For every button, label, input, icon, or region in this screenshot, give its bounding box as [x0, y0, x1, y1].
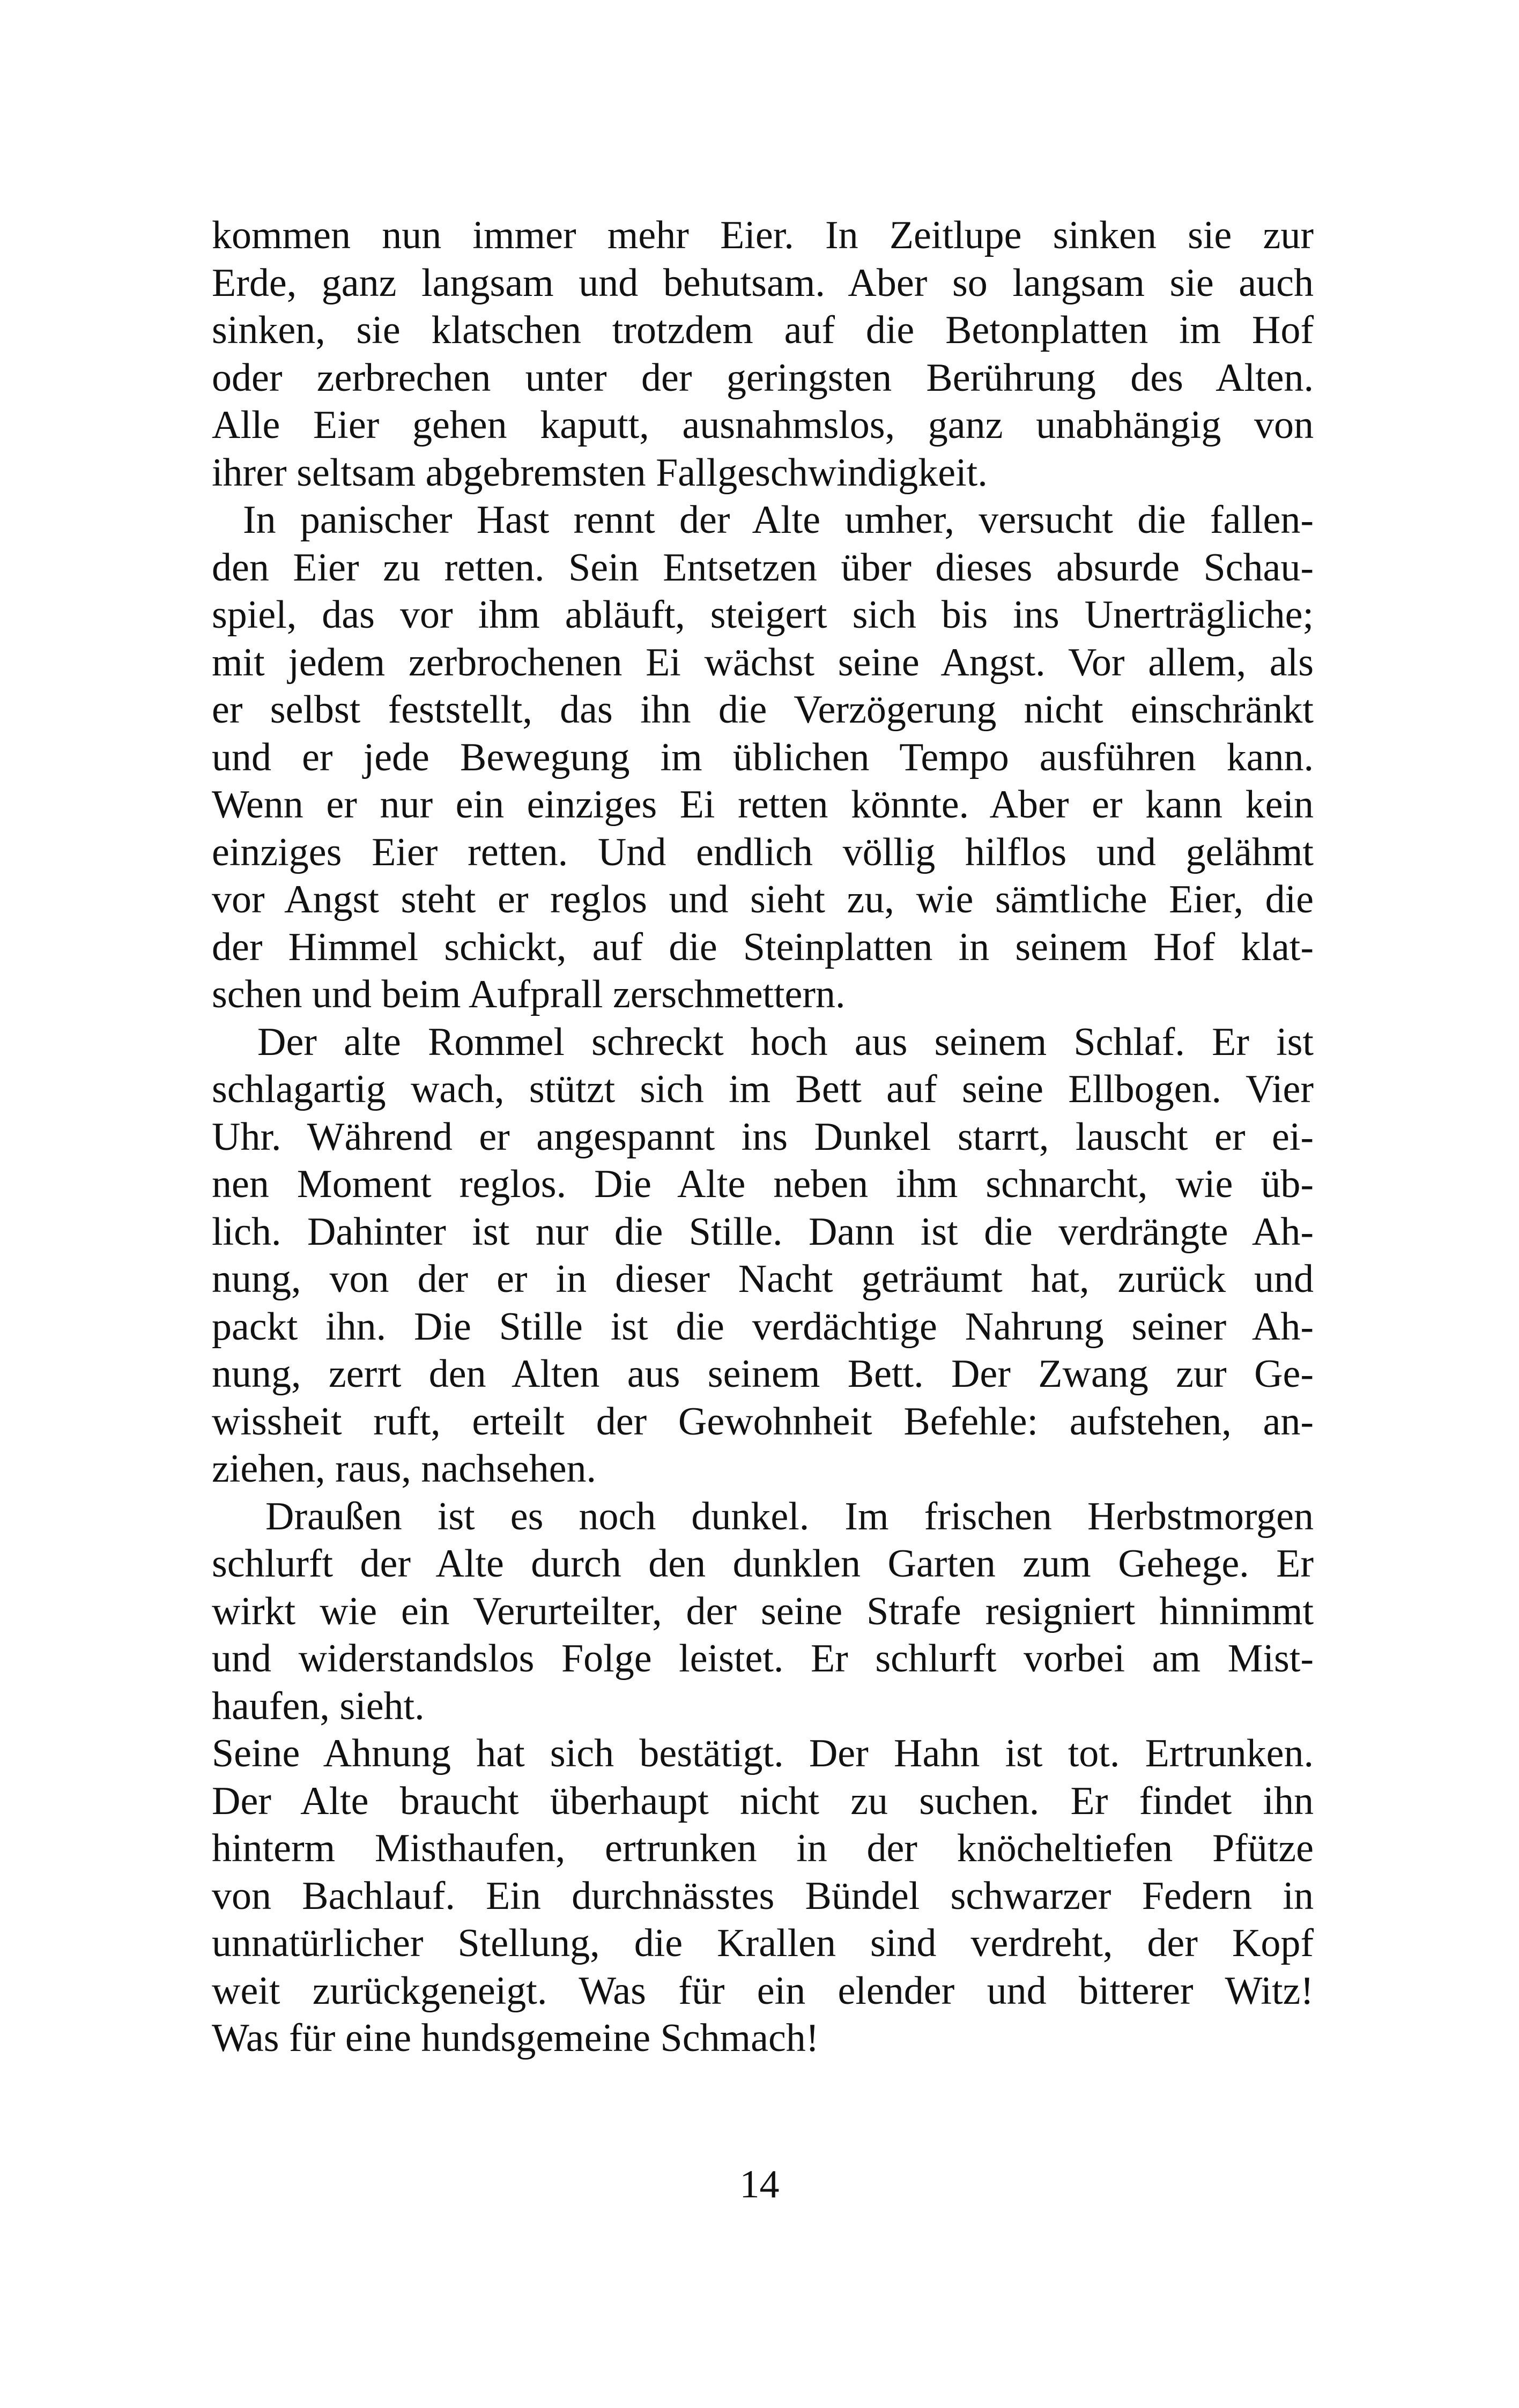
text-line: spiel, das vor ihm abläuft, steigert sich bis ins Unerträgliche; [212, 593, 1314, 637]
text-line: wissheit ruft, erteilt der Gewohnheit Befehle: aufstehen, an- [212, 1399, 1314, 1444]
text-line: ziehen, raus, nachsehen. [212, 1447, 597, 1491]
paragraph [212, 1019, 1314, 1493]
text-line: ihrer seltsam abgebremsten Fallgeschwindigkeit. [212, 450, 988, 495]
text-line: unnatürlicher Stellung, die Krallen sind verdreht, der Kopf [212, 1921, 1314, 1965]
text-line: und er jede Bewegung im üblichen Tempo ausführen kann. [212, 735, 1314, 779]
text-line: sinken, sie klatschen trotzdem auf die Betonplatten im Hof [212, 308, 1314, 352]
text-line: Der alte Rommel schreckt hoch aus seinem Schlaf. Er ist [257, 1020, 1314, 1064]
text-line: mit jedem zerbrochenen Ei wächst seine Angst. Vor allem, als [212, 640, 1314, 685]
paragraph [212, 1730, 1314, 2062]
paragraph [212, 1493, 1314, 1730]
text-line: Draußen ist es noch dunkel. Im frischen Herbstmorgen [265, 1494, 1314, 1539]
text-line: schlagartig wach, stützt sich im Bett auf seine Ellbogen. Vier [212, 1067, 1314, 1111]
text-line: Was für eine hundsgemeine Schmach! [212, 2016, 819, 2060]
text-line: hinterm Misthaufen, ertrunken in der knöcheltiefen Pfütze [212, 1826, 1314, 1870]
text-line: von Bachlauf. Ein durchnässtes Bündel schwarzer Federn in [212, 1874, 1314, 1918]
text-line: und widerstandslos Folge leistet. Er schlurft vorbei am Mist- [212, 1637, 1314, 1681]
text-line: er selbst feststellt, das ihn die Verzögerung nicht einschränkt [212, 688, 1314, 732]
text-line: schlurft der Alte durch den dunklen Garten zum Gehege. Er [212, 1542, 1314, 1586]
text-line: den Eier zu retten. Sein Entsetzen über dieses absurde Schau- [212, 545, 1314, 590]
text-line: vor Angst steht er reglos und sieht zu, wie sämtliche Eier, die [212, 878, 1314, 921]
text-line: wirkt wie ein Verurteilter, der seine Strafe resigniert hinnimmt [212, 1589, 1314, 1633]
text-line: Erde, ganz langsam und behutsam. Aber so langsam sie auch [212, 261, 1314, 305]
text-line: Seine Ahnung hat sich bestätigt. Der Hahn ist tot. Ertrunken. [212, 1731, 1314, 1775]
text-line: Alle Eier gehen kaputt, ausnahmslos, ganz unabhängig von [212, 403, 1314, 447]
page-number: 14 [739, 2162, 780, 2206]
text-line: einziges Eier retten. Und endlich völlig hilflos und gelähmt [212, 830, 1314, 874]
text-line: Uhr. Während er angespannt ins Dunkel starrt, lauscht er ei- [212, 1114, 1314, 1159]
text-line: weit zurückgeneigt. Was für ein elender und bitterer Witz! [212, 1968, 1314, 2013]
text-line: der Himmel schickt, auf die Steinplatten in seinem Hof klat- [212, 925, 1314, 969]
text-line: nen Moment reglos. Die Alte neben ihm schnarcht, wie üb- [212, 1162, 1314, 1206]
text-line: haufen, sieht. [212, 1684, 425, 1728]
text-line: schen und beim Aufprall zerschmettern. [212, 972, 846, 1016]
text-line: oder zerbrechen unter der geringsten Berührung des Alten. [212, 355, 1314, 400]
text-line: lich. Dahinter ist nur die Stille. Dann ist die verdrängte Ah- [212, 1209, 1314, 1254]
text-line: kommen nun immer mehr Eier. In Zeitlupe sinken sie zur [212, 213, 1314, 257]
text-line: In panischer Hast rennt der Alte umher, versucht die fallen- [243, 498, 1314, 542]
page-body [212, 212, 1314, 2062]
text-line: nung, zerrt den Alten aus seinem Bett. Der Zwang zur Ge- [212, 1352, 1314, 1396]
paragraph [212, 212, 1314, 496]
text-line: packt ihn. Die Stille ist die verdächtige Nahrung seiner Ah- [212, 1304, 1314, 1349]
text-line: Wenn er nur ein einziges Ei retten könnte. Aber er kann kein [212, 783, 1314, 827]
text-line: Der Alte braucht überhaupt nicht zu suchen. Er findet ihn [212, 1779, 1314, 1823]
paragraph [212, 496, 1314, 1019]
text-line: nung, von der er in dieser Nacht geträumt hat, zurück und [212, 1257, 1314, 1301]
